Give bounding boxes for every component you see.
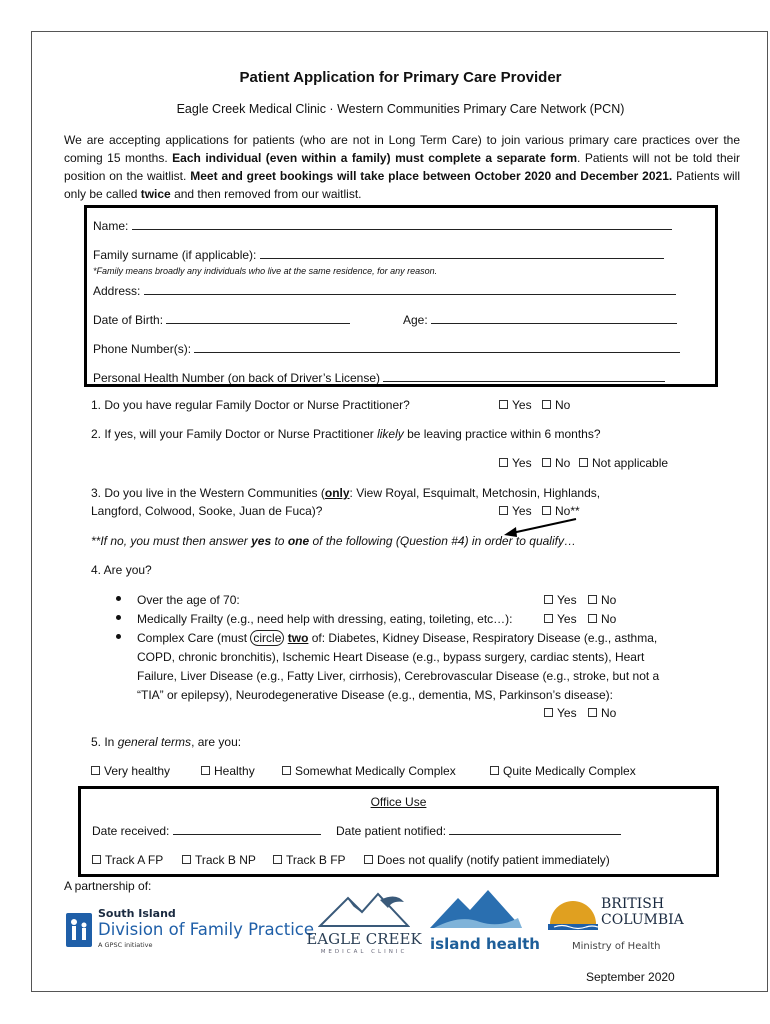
phone-field[interactable]: Phone Number(s): [93,342,680,356]
checkbox-icon [499,400,508,409]
island-health-logo [430,888,540,958]
checkbox-icon [579,458,588,467]
sidfp-name-2: Division of Family Practice [98,920,315,939]
q4-complex-no[interactable]: No [588,706,616,720]
island-health-name: island health [430,935,540,953]
sidfp-logo [66,907,315,957]
question-2: 2. If yes, will your Family Doctor or Nurse Practitioner likely be leaving practice within 6 months? [91,427,601,441]
q3-yes[interactable]: Yes [499,504,532,518]
q1-yes[interactable]: Yes [499,398,532,412]
q4-complex-yes[interactable]: Yes [544,706,577,720]
eagle-creek-sub: MEDICAL CLINIC [320,949,408,955]
q2-no[interactable]: No [542,456,570,470]
sidfp-name-1: South Island [98,907,176,920]
bullet-icon [116,612,121,626]
question-1: 1. Do you have regular Family Doctor or Nurse Practitioner? [91,398,410,412]
q4-complex-care-l4: “TIA” or epilepsy), Neurodegenerative Disease (e.g., dementia, MS, Parkinson’s disease): [137,688,613,702]
form-page [31,31,768,992]
track-b-np[interactable]: Track B NP [182,853,256,867]
checkbox-icon [588,614,597,623]
q2-not-applicable[interactable]: Not applicable [579,456,668,470]
sidfp-logo-icon [66,913,92,947]
q4-complex-care-l2: COPD, chronic bronchitis), Ischemic Heart Disease (e.g., bypass surgery, cardiac stents), Heart [137,650,645,664]
q4-frailty: Medically Frailty (e.g., need help with dressing, eating, toileting, etc…): [137,612,513,626]
form-subtitle: Eagle Creek Medical Clinic · Western Communities Primary Care Network (PCN) [176,102,625,116]
q5-quite-complex[interactable]: Quite Medically Complex [490,764,636,778]
checkbox-icon [542,400,551,409]
q5-very-healthy[interactable]: Very healthy [91,764,170,778]
qualify-note: **If no, you must then answer yes to one of the following (Question #4) in order to qualify… [91,534,576,548]
bc-ministry-name: Ministry of Health [572,941,661,952]
checkbox-icon [91,766,100,775]
checkbox-icon [544,595,553,604]
date-notified-field[interactable]: Date patient notified: [336,824,621,838]
checkbox-icon [273,855,282,864]
form-date: September 2020 [586,970,675,984]
checkbox-icon [542,506,551,515]
q1-no[interactable]: No [542,398,570,412]
does-not-qualify[interactable]: Does not qualify (notify patient immediately) [364,853,610,867]
sidfp-tagline: A GPSC initiative [98,941,153,949]
checkbox-icon [92,855,101,864]
q2-yes[interactable]: Yes [499,456,532,470]
dob-field[interactable]: Date of Birth: [93,313,350,327]
checkbox-icon [499,506,508,515]
bc-name-2: COLUMBIA [601,912,684,928]
checkbox-icon [364,855,373,864]
intro-paragraph: We are accepting applications for patients (who are not in Long Term Care) to join various primary care practices over the coming 15 months. Each individual (even within a family) must complete a separate form. Patients will not be told their position on the waitlist. Meet and greet bookings will take place between October 2020 and December 2021. Patients will only be called twice and then removed from our waitlist. [64,133,740,201]
bc-sun-icon [548,894,598,930]
q4-frailty-yes[interactable]: Yes [544,612,577,626]
question-4: 4. Are you? [91,563,152,577]
bc-ministry-logo [546,892,696,962]
partnership-label: A partnership of: [64,879,152,893]
bc-name-1: BRITISH [601,896,665,912]
question-3: 3. Do you live in the Western Communities (only: View Royal, Esquimalt, Metchosin, Highlands, [91,486,601,500]
eagle-mountain-icon [318,892,410,930]
date-received-field[interactable]: Date received: [92,824,321,838]
checkbox-icon [499,458,508,467]
checkbox-icon [201,766,210,775]
form-title: Patient Application for Primary Care Provider [239,69,562,86]
checkbox-icon [588,595,597,604]
checkbox-icon [282,766,291,775]
office-use-box [78,786,719,877]
eagle-creek-logo [306,892,422,962]
q4-over-70: Over the age of 70: [137,593,240,607]
bullet-icon [116,631,121,645]
q4-over-70-yes[interactable]: Yes [544,593,577,607]
track-a-fp[interactable]: Track A FP [92,853,163,867]
checkbox-icon [588,708,597,717]
office-use-title: Office Use [370,795,427,809]
question-5: 5. In general terms, are you: [91,735,242,749]
family-surname-field[interactable]: Family surname (if applicable): [93,248,664,262]
checkbox-icon [542,458,551,467]
q4-over-70-no[interactable]: No [588,593,616,607]
question-3-line2: Langford, Colwood, Sooke, Juan de Fuca)? [91,504,323,518]
address-field[interactable]: Address: [93,284,676,298]
q5-somewhat-complex[interactable]: Somewhat Medically Complex [282,764,456,778]
family-note: *Family means broadly any individuals who live at the same residence, for any reason. [93,266,438,276]
age-field[interactable]: Age: [403,313,677,327]
bullet-icon [116,593,121,607]
checkbox-icon [490,766,499,775]
name-field[interactable]: Name: [93,219,672,233]
q4-complex-care-l3: Failure, Liver Disease (e.g., Fatty Liver, cirrhosis), Cerebrovascular Disease (e.g., stroke, but not a [137,669,660,683]
phn-field[interactable]: Personal Health Number (on back of Driver’s License) [93,371,665,385]
patient-info-box [84,205,718,387]
checkbox-icon [182,855,191,864]
q5-healthy[interactable]: Healthy [201,764,255,778]
q4-complex-care: Complex Care (must circle two of: Diabetes, Kidney Disease, Respiratory Disease (e.g., asthma, [137,631,658,645]
eagle-creek-name: EAGLE CREEK [306,930,422,948]
checkbox-icon [544,614,553,623]
island-health-mountain-icon [430,888,522,932]
q4-frailty-no[interactable]: No [588,612,616,626]
checkbox-icon [544,708,553,717]
q3-no[interactable]: No** [542,504,580,518]
track-b-fp[interactable]: Track B FP [273,853,346,867]
